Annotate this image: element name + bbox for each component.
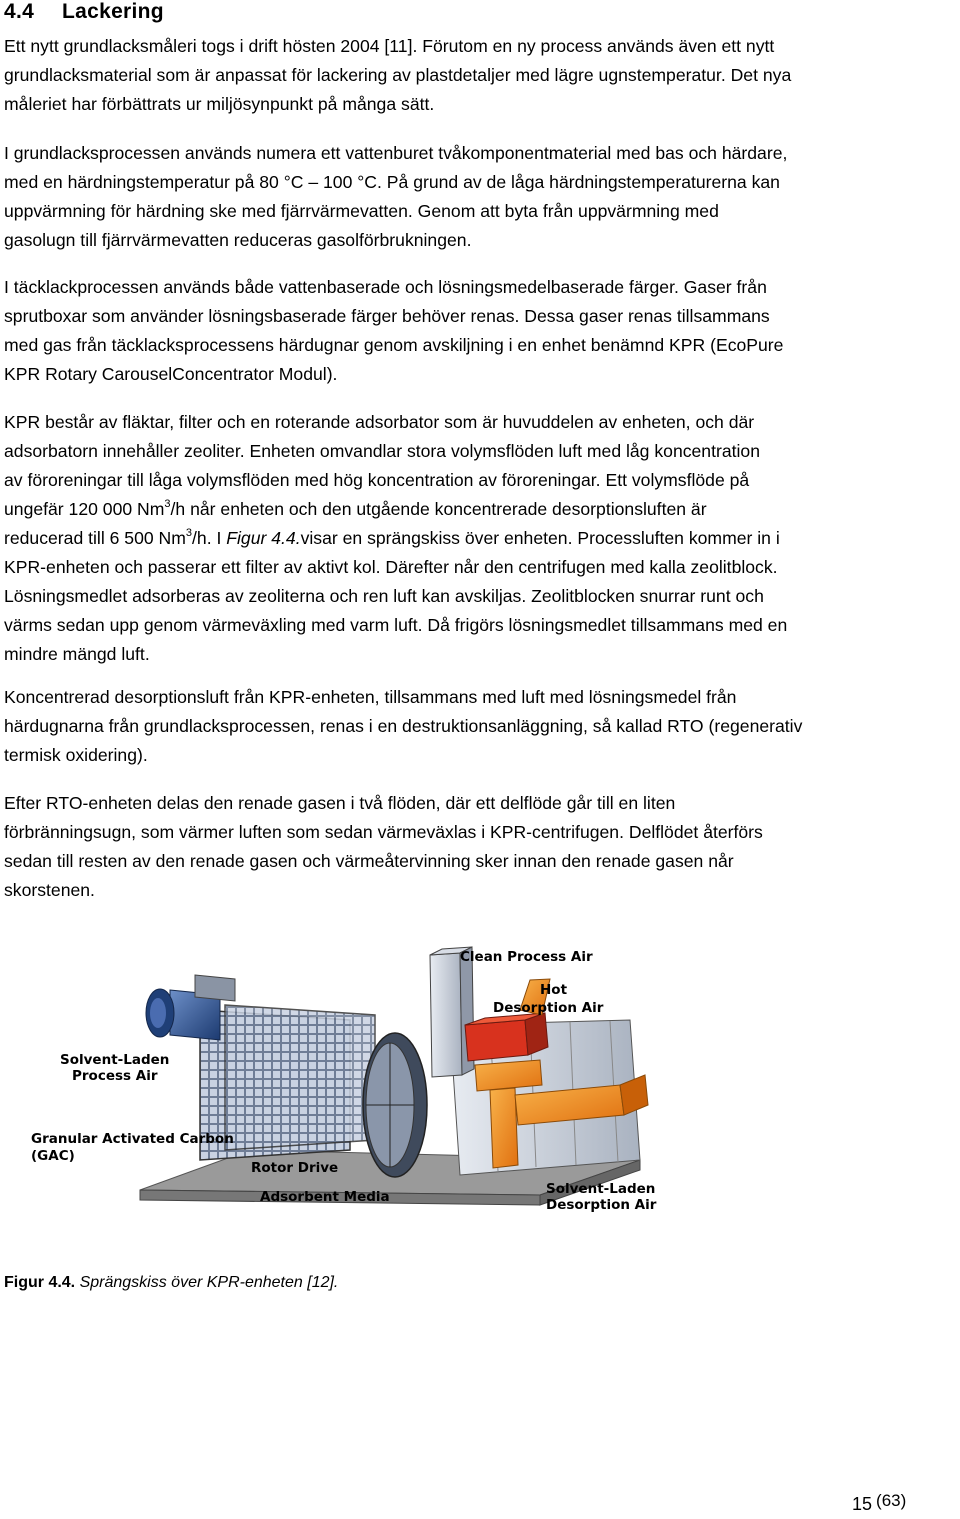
text-line: Koncentrerad desorptionsluft från KPR-enheten, tillsammans med luft med lösningsmedel från <box>4 687 737 707</box>
text-line: gasolugn till fjärrvärmevatten reduceras gasolförbrukningen. <box>4 230 472 250</box>
section-heading <box>4 0 164 24</box>
text-line: mindre mängd luft. <box>4 644 150 664</box>
text-line: uppvärmning för härdning ske med fjärrvärmevatten. Genom att byta från uppvärmning med <box>4 201 719 221</box>
text-line: sedan till resten av den renade gasen och värmeåtervinning sker innan den renade gasen når <box>4 851 734 871</box>
label-adsorbent-media: Adsorbent Media <box>260 1189 390 1205</box>
page-number <box>852 1491 907 1515</box>
page-current: 15 <box>852 1494 873 1514</box>
paragraph-tacklack <box>4 273 960 389</box>
text-line: KPR-enheten och passerar ett filter av aktivt kol. Därefter når den centrifugen med kalla zeolitblock. <box>4 557 778 577</box>
text-line: av föroreningar till låga volymsflöden med hög koncentration av föroreningar. Ett volymsflöde på <box>4 470 750 490</box>
label-gac-2: (GAC) <box>31 1148 75 1164</box>
text-line: Lösningsmedlet adsorberas av zeoliterna och ren luft kan avskiljas. Zeolitblocken snurrar runt och <box>4 586 764 606</box>
label-hot-2: Desorption Air <box>493 1000 604 1016</box>
text-line: skorstenen. <box>4 880 95 900</box>
label-gac-1: Granular Activated Carbon <box>31 1131 234 1147</box>
paragraph-kpr <box>4 408 960 669</box>
kpr-exploded-figure <box>20 935 700 1245</box>
text-line: KPR består av fläktar, filter och en roterande adsorbator som är huvuddelen av enheten, och där <box>4 412 755 432</box>
label-solvent-laden-desorption-air-1: Solvent-Laden <box>546 1181 656 1197</box>
text-line: förbränningsugn, som värmer luften som sedan värmeväxlas i KPR-centrifugen. Delflödet återförs <box>4 822 763 842</box>
label-hot-1: Hot <box>540 982 568 998</box>
page-total: (63) <box>876 1491 907 1510</box>
text-line: värms sedan upp genom värmeväxling med varm luft. Då frigörs lösningsmedlet tillsammans med en <box>4 615 788 635</box>
text-line: ungefär 120 000 Nm$^3$/h når enheten och den utgående koncentrerade desorptionsluften är <box>4 498 707 519</box>
text-line: sprutboxar som använder lösningsbaserade färger behöver renas. Dessa gaser renas tillsammans <box>4 306 770 326</box>
label-solvent-laden-process-air-1: Solvent-Laden <box>60 1052 170 1068</box>
figure-caption <box>4 1274 338 1292</box>
paragraph-rto <box>4 683 960 770</box>
text-line: KPR Rotary CarouselConcentrator Modul). <box>4 364 338 384</box>
text-line: grundlacksmaterial som är anpassat för lackering av plastdetaljer med lägre ugnstemperatur. Det nya <box>4 65 792 85</box>
text-line: adsorbatorn innehåller zeoliter. Enheten omvandlar stora volymsflöden luft med låg koncentration <box>4 441 760 461</box>
text-line: Efter RTO-enheten delas den renade gasen i två flöden, där ett delflöde går till en liten <box>4 793 676 813</box>
section-number: 4.4 <box>4 0 35 23</box>
text-line: I täcklackprocessen används både vattenbaserade och lösningsmedelbaserade färger. Gaser från <box>4 277 767 297</box>
figure-reference: Figur 4.4. <box>226 528 301 548</box>
rotor-wheel <box>363 1033 427 1177</box>
caption-text: Sprängskiss över KPR-enheten [12]. <box>75 1274 339 1291</box>
paragraph-intro <box>4 32 960 119</box>
text-line: härdugnarna från grundlacksprocessen, renas i en destruktionsanläggning, så kallad RTO (regenerativ <box>4 716 803 736</box>
text-line: Ett nytt grundlacksmåleri togs i drift hösten 2004 [11]. Förutom en ny process används även ett nytt <box>4 36 775 56</box>
text-line: måleriet har förbättrats ur miljösynpunkt på många sätt. <box>4 94 435 114</box>
label-solvent-laden-desorption-air-2: Desorption Air <box>546 1197 657 1213</box>
text-line: I grundlacksprocessen används numera ett vattenburet tvåkomponentmaterial med bas och härdare, <box>4 143 788 163</box>
text-line: reducerad till 6 500 Nm$^3$/h. I Figur 4.4.visar en sprängskiss över enheten. Processluften kommer in i <box>4 527 780 548</box>
text-line: med gas från täcklacksprocessens härdugnar genom avskiljning i en enhet benämnd KPR (EcoPure <box>4 335 784 355</box>
paragraph-grundlack <box>4 139 960 255</box>
label-clean-process-air: Clean Process Air <box>460 949 593 965</box>
section-title: Lackering <box>62 0 164 23</box>
text-line: termisk oxidering). <box>4 745 148 765</box>
paragraph-efter-rto <box>4 789 960 905</box>
text-line: med en härdningstemperatur på 80 °C – 100 °C. På grund av de låga härdningstemperaturerna kan <box>4 172 780 192</box>
label-rotor-drive: Rotor Drive <box>251 1160 339 1176</box>
label-solvent-laden-process-air-2: Process Air <box>72 1068 158 1084</box>
caption-label: Figur 4.4. <box>4 1274 76 1291</box>
